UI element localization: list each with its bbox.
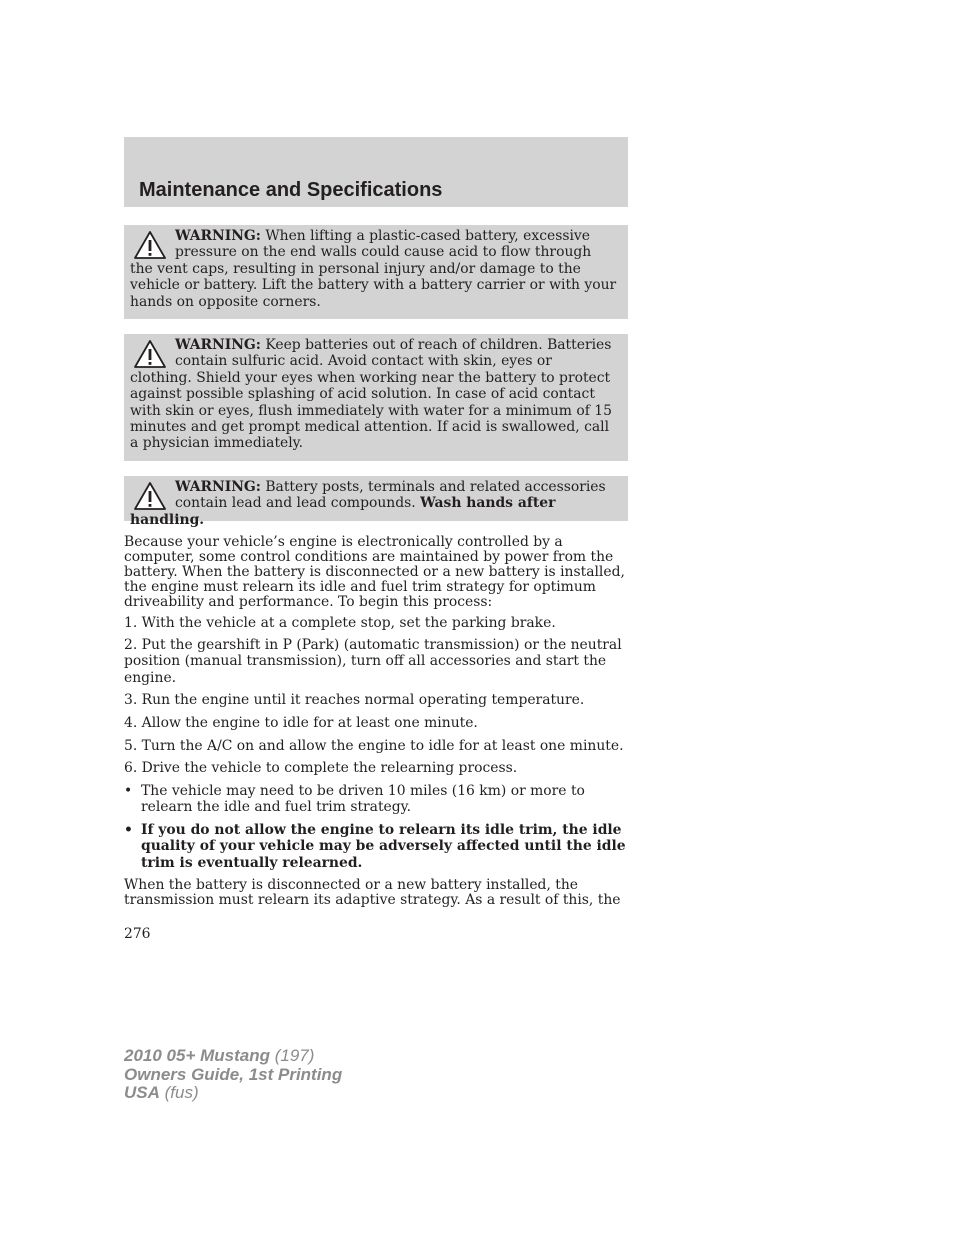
warning-body: Keep batteries out of reach of children. Batteries contain sulfuric acid. Avoid contact with skin, eyes or clothing. Shield your eyes when working near the battery to protect against possible splashing of acid solution. In case of acid contact with skin or eyes, flush immediately with water for a minimum of 15 minutes and get prompt medical attention. If acid is swallowed, call a physician immediately. [130,337,612,452]
warning-label: WARNING: [175,337,261,353]
warning-triangle-icon [132,230,168,260]
warning-body: Battery posts, terminals and related accessories contain lead and lead compounds. [175,479,606,512]
section-header [124,137,628,207]
warning-text-3 [130,479,618,528]
footer-model-code: (197) [274,1046,315,1065]
closing-paragraph: When the battery is disconnected or a new battery installed, the transmission must relearn its adaptive strategy. As a result of this, the [124,877,621,908]
footer-line-2 [124,1066,342,1085]
step-1: 1. With the vehicle at a complete stop, set the parking brake. [124,615,556,631]
step-4: 4. Allow the engine to idle for at least one minute. [124,715,478,731]
footer-print-info [124,1047,342,1103]
warning-triangle-icon [132,481,168,511]
warning-box-2 [124,334,628,461]
bullet-item-2 [124,822,629,871]
bullet-marker: • [124,783,133,799]
warning-box-3 [124,476,628,528]
bullet-text: If you do not allow the engine to relearn its idle trim, the idle quality of your vehicle may be adversely affected until the idle trim is eventually relearned. [141,822,626,871]
warning-text-1 [130,228,618,310]
warning-triangle-icon [132,339,168,369]
bullet-marker: • [124,822,133,838]
warning-label: WARNING: [175,479,261,495]
step-6: 6. Drive the vehicle to complete the relearning process. [124,760,518,776]
warning-text-2 [130,337,618,452]
footer-line-3 [124,1084,342,1103]
bullet-text: The vehicle may need to be driven 10 miles (16 km) or more to relearn the idle and fuel trim strategy. [141,783,585,816]
section-title: Maintenance and Specifications [139,179,443,201]
footer-region: USA [124,1083,160,1102]
warning-body: When lifting a plastic-cased battery, excessive pressure on the end walls could cause acid to flow through the vent caps, resulting in personal injury and/or damage to the vehicle or battery. Lift the battery with a battery carrier or with your hands on opposite corners. [130,228,617,310]
footer-region-code: (fus) [164,1083,199,1102]
warning-label: WARNING: [175,228,261,244]
intro-paragraph: Because your vehicle’s engine is electronically controlled by a computer, some control conditions are maintained by power from the battery. When the battery is disconnected or a new battery is installed, the engine must relearn its idle and fuel trim strategy for optimum driveability and performance. To begin this process: [124,534,625,610]
footer-model: 2010 05+ Mustang [124,1046,270,1065]
step-5: 5. Turn the A/C on and allow the engine to idle for at least one minute. [124,738,624,754]
footer-line-1 [124,1047,342,1066]
step-3: 3. Run the engine until it reaches normal operating temperature. [124,692,585,708]
footer-guide: Owners Guide, 1st Printing [124,1064,343,1084]
warning-box-1 [124,225,628,319]
step-2: 2. Put the gearshift in P (Park) (automatic transmission) or the neutral position (manual transmission), turn off all accessories and start the engine. [124,637,622,686]
warning-bold-text: Wash hands after handling. [130,495,556,528]
page-number: 276 [124,926,151,942]
bullet-item-1 [124,783,629,816]
